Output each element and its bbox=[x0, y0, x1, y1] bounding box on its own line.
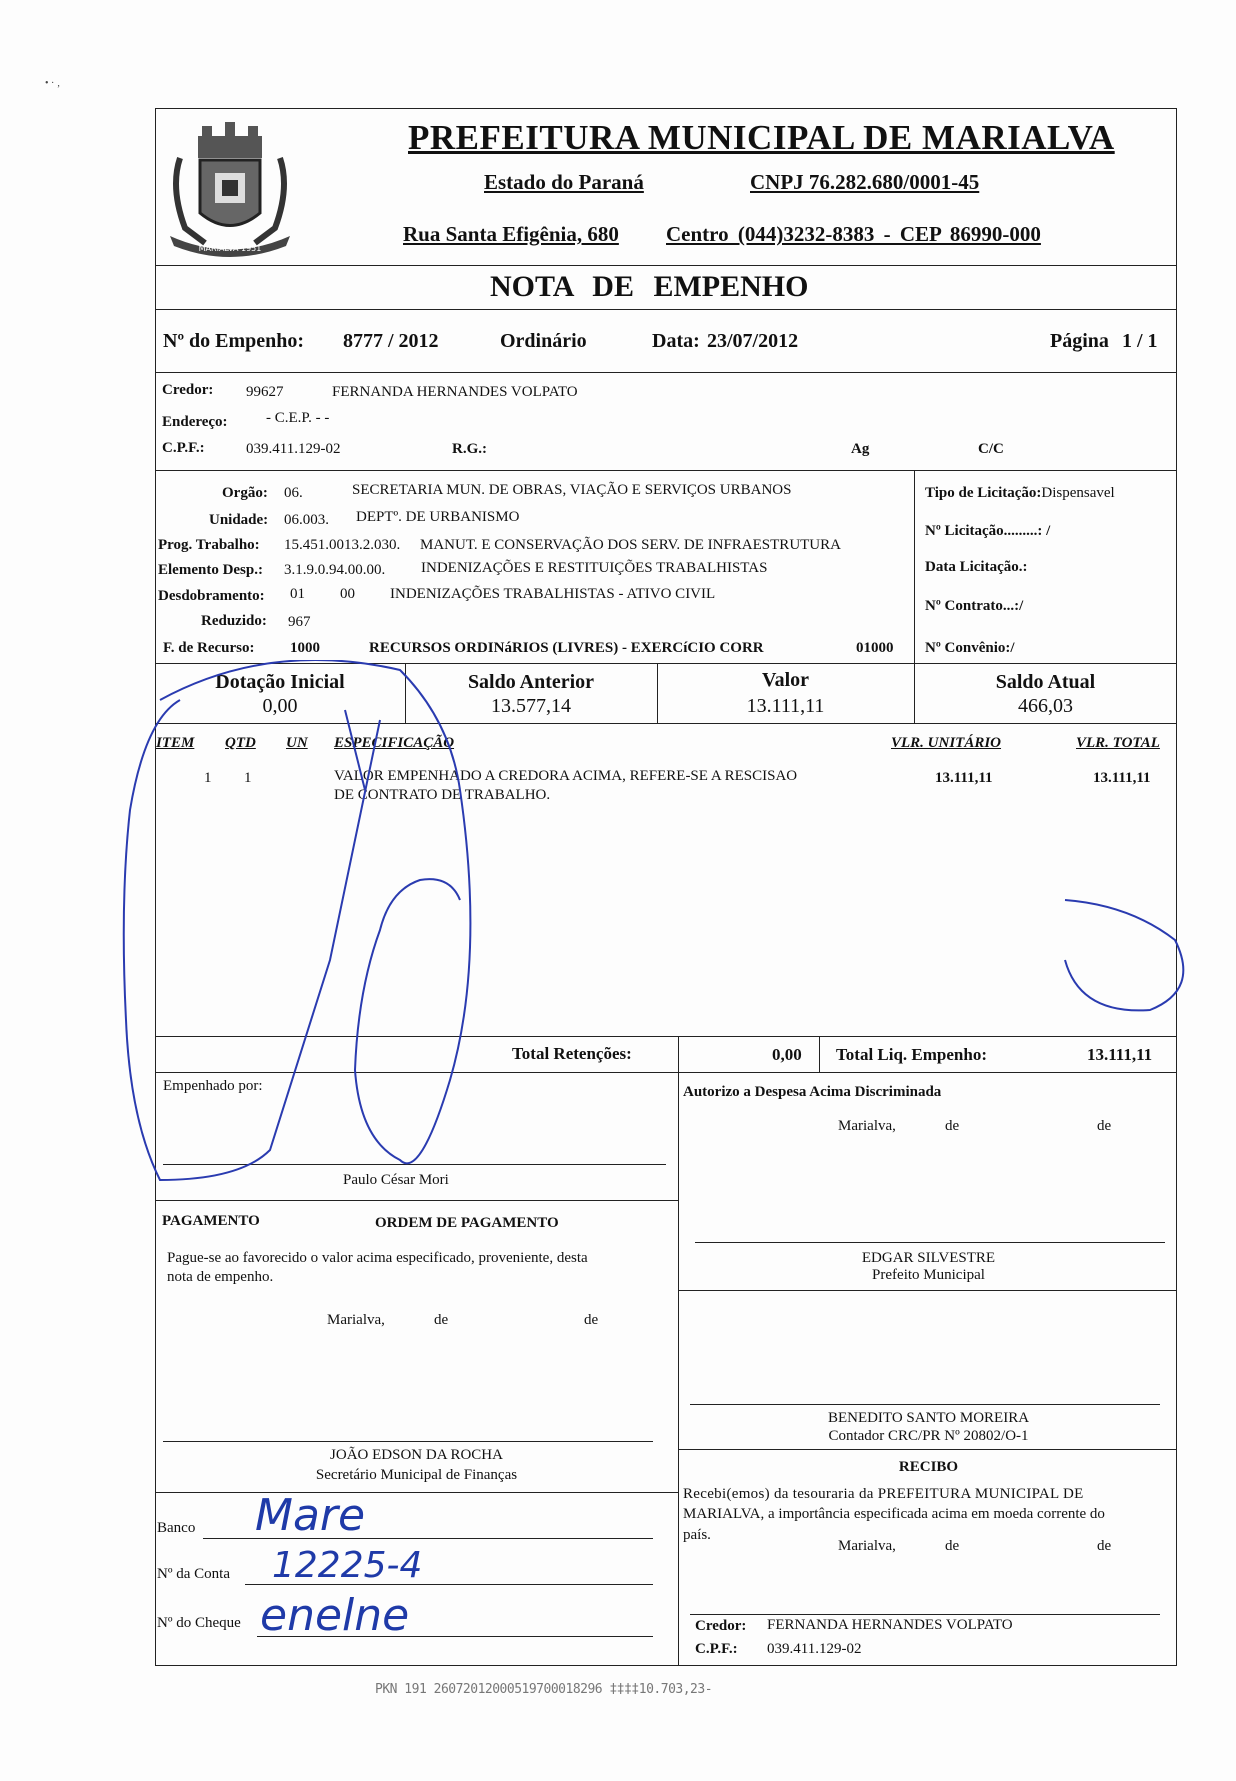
recibo-de1: de bbox=[945, 1538, 960, 1554]
col-vlr-total: VLR. TOTAL bbox=[1076, 735, 1160, 751]
col-un: UN bbox=[286, 735, 308, 751]
autorizo-city: Marialva, bbox=[838, 1118, 896, 1134]
banco-label: Banco bbox=[157, 1520, 196, 1536]
valor-label: Valor bbox=[761, 669, 810, 691]
city-crest-icon bbox=[160, 118, 300, 260]
endereco-value: - C.E.P. - - bbox=[266, 410, 330, 426]
empenhado-label: Empenhado por: bbox=[163, 1078, 263, 1094]
svg-text:MARIALVA 1951: MARIALVA 1951 bbox=[198, 244, 262, 253]
rg-label: R.G.: bbox=[452, 441, 487, 457]
pagamento-de2: de bbox=[584, 1312, 599, 1328]
saldo-atual-value: 466,03 bbox=[1018, 695, 1073, 717]
recurso-code: 1000 bbox=[290, 640, 320, 656]
pagamento-text-1: Pague-se ao favorecido o valor acima especificado, proveniente, desta bbox=[167, 1250, 588, 1266]
autorizo-label: Autorizo a Despesa Acima Discriminada bbox=[683, 1084, 942, 1100]
recibo-text-2: MARIALVA, a importância especificada acima em moeda corrente do bbox=[683, 1506, 1105, 1522]
banco-handwritten[interactable]: Mare bbox=[255, 1490, 366, 1541]
page-label: Página bbox=[1050, 330, 1109, 352]
recibo-credor-value: FERNANDA HERNANDES VOLPATO bbox=[767, 1617, 1013, 1633]
recibo-text-1: Recebi(emos) da tesouraria da PREFEITURA MUNICIPAL DE bbox=[683, 1486, 1084, 1502]
ordem-pagamento-label: ORDEM DE PAGAMENTO bbox=[375, 1215, 559, 1231]
convenio-numero: Nº Convênio:/ bbox=[925, 640, 1015, 656]
cheque-label: Nº do Cheque bbox=[157, 1615, 241, 1631]
recibo-label: RECIBO bbox=[898, 1459, 959, 1475]
empenhado-name: Paulo César Mori bbox=[343, 1172, 449, 1188]
prog-label: Prog. Trabalho: bbox=[158, 537, 260, 553]
conta-label: Nº da Conta bbox=[157, 1566, 230, 1582]
item-desc-line1: VALOR EMPENHADO A CREDORA ACIMA, REFERE-SE A RESCISAO bbox=[334, 768, 798, 784]
credor-name: FERNANDA HERNANDES VOLPATO bbox=[332, 384, 578, 400]
col-item: ITEM bbox=[156, 735, 195, 751]
licitacao-numero: Nº Licitação.........: / bbox=[925, 523, 1051, 539]
valor-value: 13.111,11 bbox=[746, 695, 825, 717]
desd-code2: 00 bbox=[340, 586, 355, 602]
phone-cep-label: Centro (044)3232-8383 - CEP 86990-000 bbox=[666, 222, 1041, 246]
endereco-label: Endereço: bbox=[162, 414, 228, 430]
cpf-value: 039.411.129-02 bbox=[246, 441, 341, 457]
prefeito-title: Prefeito Municipal bbox=[872, 1267, 985, 1283]
orgao-code: 06. bbox=[284, 485, 303, 501]
contador-title: Contador CRC/PR Nº 20802/O-1 bbox=[828, 1428, 1029, 1444]
saldo-atual-label: Saldo Atual bbox=[995, 671, 1096, 693]
total-retencoes-label: Total Retenções: bbox=[512, 1044, 632, 1063]
item-number: 1 bbox=[204, 770, 212, 786]
scan-mark: • · ‚ bbox=[45, 78, 61, 89]
pagamento-city: Marialva, bbox=[327, 1312, 385, 1328]
desd-desc: INDENIZAÇÕES TRABALHISTAS - ATIVO CIVIL bbox=[390, 586, 716, 602]
unidade-code: 06.003. bbox=[284, 512, 329, 528]
elem-code: 3.1.9.0.94.00.00. bbox=[284, 562, 386, 578]
recibo-credor-label: Credor: bbox=[695, 1618, 747, 1634]
page-title: PREFEITURA MUNICIPAL DE MARIALVA bbox=[408, 118, 1115, 157]
saldo-anterior-label: Saldo Anterior bbox=[467, 671, 595, 693]
empenho-type: Ordinário bbox=[500, 330, 587, 352]
recurso-label: F. de Recurso: bbox=[163, 640, 255, 656]
dotacao-value: 0,00 bbox=[262, 695, 298, 717]
recibo-text-3: país. bbox=[683, 1527, 711, 1543]
cnpj-label: CNPJ 76.282.680/0001-45 bbox=[750, 170, 980, 194]
prog-desc: MANUT. E CONSERVAÇÃO DOS SERV. DE INFRAESTRUTURA bbox=[420, 537, 841, 553]
date-value: 23/07/2012 bbox=[707, 330, 799, 352]
cheque-handwritten[interactable]: enelne bbox=[260, 1590, 410, 1641]
prog-code: 15.451.0013.2.030. bbox=[284, 537, 401, 553]
item-desc-line2: DE CONTRATO DE TRABALHO. bbox=[334, 787, 551, 803]
col-qtd: QTD bbox=[225, 735, 256, 751]
ag-label: Ag bbox=[851, 441, 870, 457]
prefeito-name: EDGAR SILVESTRE bbox=[861, 1250, 996, 1266]
page-number: 1 / 1 bbox=[1122, 330, 1158, 352]
recibo-de2: de bbox=[1097, 1538, 1112, 1554]
total-liquido-label: Total Liq. Empenho: bbox=[836, 1045, 987, 1064]
contrato-numero: Nº Contrato...:/ bbox=[925, 598, 1024, 614]
total-liquido-value: 13.111,11 bbox=[1087, 1045, 1153, 1064]
contador-name: BENEDITO SANTO MOREIRA bbox=[827, 1410, 1030, 1426]
recibo-cpf-label: C.P.F.: bbox=[695, 1641, 738, 1657]
desd-code1: 01 bbox=[290, 586, 305, 602]
reduzido-label: Reduzido: bbox=[201, 613, 267, 629]
saldo-anterior-value: 13.577,14 bbox=[491, 695, 571, 717]
secretario-name: JOÃO EDSON DA ROCHA bbox=[330, 1447, 503, 1463]
autorizo-de1: de bbox=[945, 1118, 960, 1134]
unidade-label: Unidade: bbox=[209, 512, 269, 528]
orgao-label: Orgão: bbox=[222, 485, 268, 501]
recurso-desc: RECURSOS ORDINáRIOS (LIVRES) - EXERCíCIO CORR bbox=[369, 640, 764, 656]
pagamento-text-2: nota de empenho. bbox=[167, 1269, 274, 1285]
cc-label: C/C bbox=[978, 441, 1004, 457]
item-vlr-unitario: 13.111,11 bbox=[935, 770, 993, 786]
col-vlr-unitario: VLR. UNITÁRIO bbox=[891, 735, 1002, 751]
reduzido-value: 967 bbox=[288, 614, 311, 630]
secretario-title: Secretário Municipal de Finanças bbox=[315, 1467, 518, 1483]
document-title: NOTA DE EMPENHO bbox=[490, 270, 809, 303]
footer-stamp: PKN 191 26072012000519700018296 ‡‡‡‡10.703,23- bbox=[375, 1682, 713, 1697]
date-label: Data: bbox=[652, 330, 700, 352]
autorizo-de2: de bbox=[1097, 1118, 1112, 1134]
total-retencoes-value: 0,00 bbox=[772, 1045, 802, 1064]
dotacao-label: Dotação Inicial bbox=[215, 671, 345, 693]
empenho-number-label: Nº do Empenho: bbox=[163, 330, 305, 352]
cpf-label: C.P.F.: bbox=[162, 440, 205, 456]
address-label: Rua Santa Efigênia, 680 bbox=[403, 222, 619, 246]
conta-handwritten[interactable]: 12225-4 bbox=[272, 1545, 423, 1586]
elem-desc: INDENIZAÇÕES E RESTITUIÇÕES TRABALHISTAS bbox=[421, 560, 768, 576]
pagamento-label: PAGAMENTO bbox=[162, 1213, 260, 1229]
recibo-city: Marialva, bbox=[838, 1538, 896, 1554]
desd-label: Desdobramento: bbox=[158, 588, 265, 604]
item-vlr-total: 13.111,11 bbox=[1093, 770, 1151, 786]
pagamento-de1: de bbox=[434, 1312, 449, 1328]
recibo-cpf-value: 039.411.129-02 bbox=[767, 1641, 862, 1657]
licitacao-tipo: Tipo de Licitação:Dispensavel bbox=[925, 485, 1115, 501]
recurso-code2: 01000 bbox=[856, 640, 894, 656]
elem-label: Elemento Desp.: bbox=[158, 562, 263, 578]
orgao-desc: SECRETARIA MUN. DE OBRAS, VIAÇÃO E SERVIÇOS URBANOS bbox=[352, 482, 792, 498]
credor-code: 99627 bbox=[246, 384, 284, 400]
col-especificacao: ESPECIFICAÇÃO bbox=[334, 735, 455, 751]
unidade-desc: DEPTº. DE URBANISMO bbox=[356, 509, 520, 525]
licitacao-data: Data Licitação.: bbox=[925, 559, 1028, 575]
item-qtd: 1 bbox=[244, 770, 252, 786]
state-label: Estado do Paraná bbox=[484, 170, 644, 194]
signature-icon bbox=[120, 660, 1200, 1220]
empenho-number: 8777 / 2012 bbox=[343, 330, 439, 352]
credor-label: Credor: bbox=[162, 382, 214, 398]
